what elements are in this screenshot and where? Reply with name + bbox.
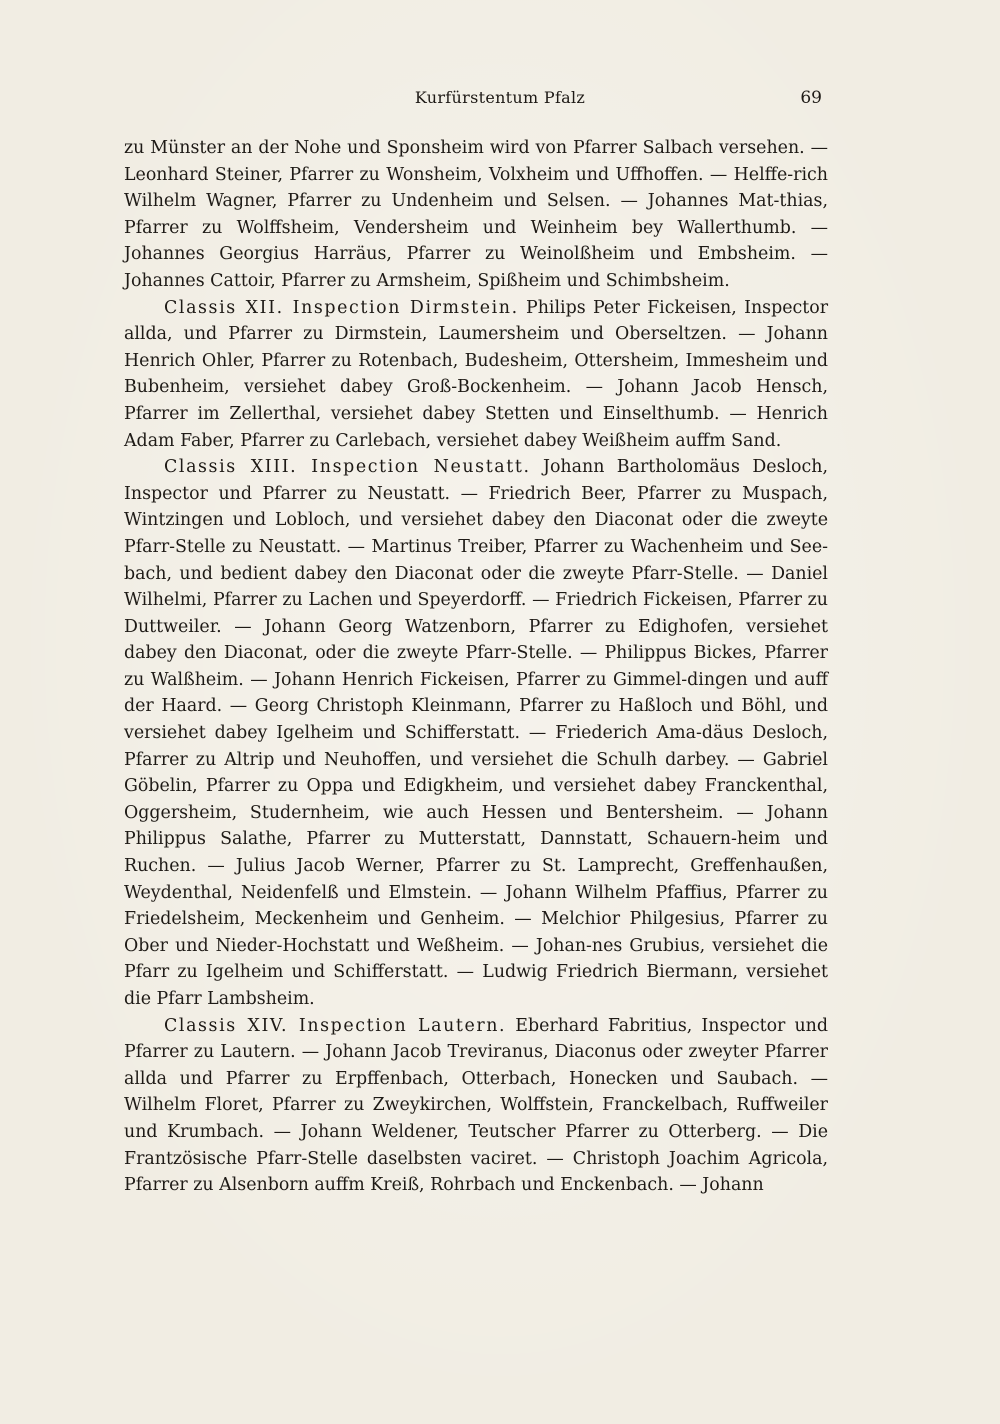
classis-heading: Classis XII. Inspection Dirmstein. — [164, 297, 519, 318]
paragraph-text: Eberhard Fabritius, Inspector und Pfarrer zu Lautern. — Johann Jacob Treviranus, Diaconus oder zweyter Pfarrer allda und Pfarrer zu Erpffenbach, Otterbach, Honecken und Saubach. — Wilhelm Floret, Pfarrer zu Zweykirchen, Wolffstein, Franckelbach, Ruffweiler und Krumbach. — Johann Weldener, Teutscher Pfarrer zu Otterberg. — Die Frantzösische Pfarr-Stelle daselbsten vaciret. — Christoph Joachim Agricola, Pfarrer zu Alsenborn auffm Kreiß, Rohrbach und Enckenbach. — Johann — [124, 1015, 828, 1196]
body-text — [124, 135, 828, 1199]
running-head — [0, 88, 1000, 112]
classis-heading: Classis XIV. Inspection Lautern. — [164, 1015, 507, 1036]
page-number: 69 — [800, 88, 822, 108]
classis-heading: Classis XIII. Inspection Neustatt. — [164, 457, 531, 478]
paragraph-text: Johann Bartholomäus Desloch, Inspector und Pfarrer zu Neustatt. — Friedrich Beer, Pfarrer zu Muspach, Wintzingen und Lobloch, und versiehet dabey den Diaconat oder die zweyte Pfarr-Stelle zu Neustatt. — Martinus Treiber, Pfarrer zu Wachenheim und See-bach, und bedient dabey den Diaconat oder die zweyte Pfarr-Stelle. — Daniel Wilhelmi, Pfarrer zu Lachen und Speyerdorff. — Friedrich Fickeisen, Pfarrer zu Duttweiler. — Johann Georg Watzenborn, Pfarrer zu Edighofen, versiehet dabey den Diaconat, oder die zweyte Pfarr-Stelle. — Philippus Bickes, Pfarrer zu Walßheim. — Johann Henrich Fickeisen, Pfarrer zu Gimmel-dingen und auff der Haard. — Georg Christoph Kleinmann, Pfarrer zu Haßloch und Böhl, und versiehet dabey Igelheim und Schifferstatt. — Friederich Ama-däus Desloch, Pfarrer zu Altrip und Neuhoffen, und versiehet die Schulh darbey. — Gabriel Göbelin, Pfarrer zu Oppa und Edigkheim, und versiehet dabey Franckenthal, Oggersheim, Studernheim, wie auch Hessen und Bentersheim. — Johann Philippus Salathe, Pfarrer zu Mutterstatt, Dannstatt, Schauern-heim und Ruchen. — Julius Jacob Werner, Pfarrer zu St. Lamprecht, Greffenhaußen, Weydenthal, Neidenfelß und Elmstein. — Johann Wilhelm Pfaffius, Pfarrer zu Friedelsheim, Meckenheim und Genheim. — Melchior Philgesius, Pfarrer zu Ober und Nieder-Hochstatt und Weßheim. — Johan-nes Grubius, versiehet die Pfarr zu Igelheim und Schifferstatt. — Ludwig Friedrich Biermann, versiehet die Pfarr Lambsheim. — [124, 457, 828, 1009]
paragraph-classis-xiv — [124, 1013, 828, 1199]
paragraph-classis-xiii — [124, 454, 828, 1012]
paragraph-classis-xii — [124, 295, 828, 455]
paragraph-text: zu Münster an der Nohe und Sponsheim wird von Pfarrer Salbach versehen. — Leonhard Steiner, Pfarrer zu Wonsheim, Volxheim und Uffhoffen. — Helffe-rich Wilhelm Wagner, Pfarrer zu Undenheim und Selsen. — Johannes Mat-thias, Pfarrer zu Wolffsheim, Vendersheim und Weinheim bey Wallerthumb. — Johannes Georgius Harräus, Pfarrer zu Weinolßheim und Embsheim. — Johannes Cattoir, Pfarrer zu Armsheim, Spißheim und Schimbsheim. — [124, 138, 828, 291]
paragraph-text: Philips Peter Fickeisen, Inspector allda, und Pfarrer zu Dirmstein, Laumersheim und Oberseltzen. — Johann Henrich Ohler, Pfarrer zu Rotenbach, Budesheim, Ottersheim, Immesheim und Bubenheim, versiehet dabey Groß-Bockenheim. — Johann Jacob Hensch, Pfarrer im Zellerthal, versiehet dabey Stetten und Einselthumb. — Henrich Adam Faber, Pfarrer zu Carlebach, versiehet dabey Weißheim auffm Sand. — [124, 297, 829, 451]
paragraph-continuation — [124, 135, 828, 295]
running-title: Kurfürstentum Pfalz — [414, 88, 586, 107]
